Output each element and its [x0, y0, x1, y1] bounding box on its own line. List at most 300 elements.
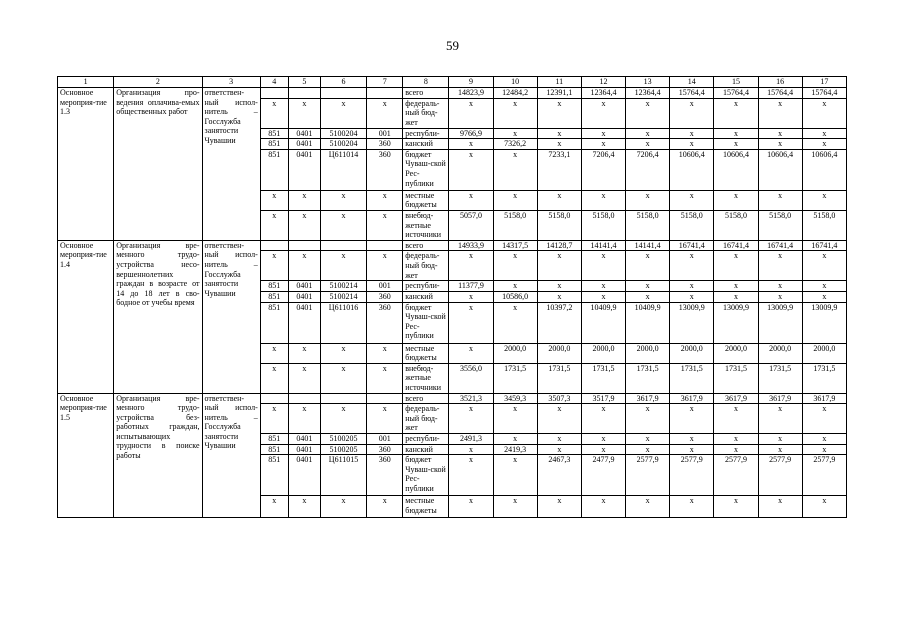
amount-cell: x [802, 496, 846, 518]
amount-cell: x [537, 434, 581, 445]
funding-source-cell: местные бюджеты [403, 190, 449, 210]
amount-cell: x [802, 404, 846, 434]
column-number: 14 [670, 77, 714, 88]
amount-cell: 3517,9 [581, 393, 625, 404]
amount-cell: 15764,4 [802, 88, 846, 99]
budget-code-cell: 0401 [288, 444, 320, 455]
budget-code-cell: x [367, 404, 403, 434]
budget-code-cell: x [260, 210, 288, 240]
amount-cell: 7206,4 [626, 149, 670, 190]
budget-code-cell: 851 [260, 291, 288, 302]
funding-source-cell: республи- [403, 281, 449, 292]
amount-cell: 2477,9 [581, 455, 625, 496]
amount-cell: x [581, 404, 625, 434]
amount-cell: 2577,9 [758, 455, 802, 496]
amount-cell: x [626, 444, 670, 455]
column-number: 9 [449, 77, 493, 88]
funding-source-cell: республи- [403, 434, 449, 445]
amount-cell: x [670, 139, 714, 150]
amount-cell: 1731,5 [581, 363, 625, 393]
amount-cell: 3617,9 [714, 393, 758, 404]
funding-source-cell: канский [403, 444, 449, 455]
amount-cell: 2000,0 [537, 343, 581, 363]
budget-code-cell: 0401 [288, 302, 320, 343]
budget-code-cell: x [260, 190, 288, 210]
amount-cell: x [714, 128, 758, 139]
amount-cell: 12391,1 [537, 88, 581, 99]
amount-cell: 2577,9 [670, 455, 714, 496]
amount-cell: 7233,1 [537, 149, 581, 190]
amount-cell: x [670, 128, 714, 139]
funding-source-cell: республи- [403, 128, 449, 139]
amount-cell: 2000,0 [626, 343, 670, 363]
amount-cell: x [714, 190, 758, 210]
amount-cell: x [581, 444, 625, 455]
amount-cell: x [626, 434, 670, 445]
amount-cell: x [581, 281, 625, 292]
budget-code-cell: 0401 [288, 291, 320, 302]
amount-cell: x [670, 98, 714, 128]
budget-code-cell: x [320, 98, 366, 128]
amount-cell: x [581, 190, 625, 210]
amount-cell: x [626, 98, 670, 128]
budget-code-cell [260, 393, 288, 404]
funding-source-cell: бюджет Чуваш-ской Рес-публики [403, 302, 449, 343]
column-number: 4 [260, 77, 288, 88]
amount-cell: x [758, 98, 802, 128]
amount-cell: 11377,9 [449, 281, 493, 292]
amount-cell: x [537, 98, 581, 128]
budget-code-cell [320, 393, 366, 404]
amount-cell: x [493, 128, 537, 139]
budget-code-cell: 0401 [288, 128, 320, 139]
amount-cell: x [714, 496, 758, 518]
amount-cell: 15764,4 [670, 88, 714, 99]
budget-code-cell [260, 240, 288, 251]
amount-cell: 13009,9 [758, 302, 802, 343]
measure-description-cell: Организация вре-менного трудо-устройства без-работных граждан, испытывающих трудности в поиске работы [114, 393, 202, 518]
amount-cell: 1731,5 [802, 363, 846, 393]
amount-cell: 2000,0 [714, 343, 758, 363]
amount-cell: 10586,0 [493, 291, 537, 302]
budget-code-cell: 360 [367, 302, 403, 343]
responsible-executor-cell: ответствен-ный испол-нитель – Госслужба занятости Чувашии [202, 393, 260, 518]
budget-code-cell: x [367, 363, 403, 393]
amount-cell: 3617,9 [626, 393, 670, 404]
amount-cell: 14128,7 [537, 240, 581, 251]
budget-code-cell: 360 [367, 455, 403, 496]
amount-cell: x [758, 404, 802, 434]
amount-cell: x [493, 98, 537, 128]
column-number: 11 [537, 77, 581, 88]
column-number: 8 [403, 77, 449, 88]
amount-cell: x [581, 251, 625, 281]
responsible-executor-cell: ответствен-ный испол-нитель – Госслужба занятости Чувашии [202, 88, 260, 241]
budget-code-cell: x [320, 496, 366, 518]
budget-code-cell: 0401 [288, 434, 320, 445]
amount-cell: x [449, 343, 493, 363]
budget-code-cell: 851 [260, 281, 288, 292]
budget-code-cell [288, 240, 320, 251]
header-row [58, 77, 847, 88]
amount-cell: x [581, 291, 625, 302]
column-number: 1 [58, 77, 114, 88]
budget-code-cell: 0401 [288, 281, 320, 292]
budget-code-cell: x [260, 363, 288, 393]
amount-cell: 12364,4 [626, 88, 670, 99]
amount-cell: x [758, 444, 802, 455]
amount-cell: 1731,5 [758, 363, 802, 393]
funding-source-cell: местные бюджеты [403, 496, 449, 518]
column-number: 15 [714, 77, 758, 88]
budget-code-cell: x [367, 210, 403, 240]
budget-code-cell: x [320, 363, 366, 393]
amount-cell: 13009,9 [714, 302, 758, 343]
amount-cell: 16741,4 [670, 240, 714, 251]
funding-source-cell: всего [403, 240, 449, 251]
amount-cell: x [626, 496, 670, 518]
amount-cell: 16741,4 [758, 240, 802, 251]
funding-source-cell: внебюд-жетные источники [403, 210, 449, 240]
amount-cell: x [449, 302, 493, 343]
amount-cell: 3521,3 [449, 393, 493, 404]
column-number: 13 [626, 77, 670, 88]
amount-cell: 2000,0 [581, 343, 625, 363]
amount-cell: 2000,0 [670, 343, 714, 363]
amount-cell: 12364,4 [581, 88, 625, 99]
amount-cell: x [537, 251, 581, 281]
amount-cell: x [758, 139, 802, 150]
table-row [58, 393, 847, 404]
amount-cell: x [714, 444, 758, 455]
budget-code-cell: 360 [367, 139, 403, 150]
amount-cell: x [449, 291, 493, 302]
amount-cell: x [449, 139, 493, 150]
amount-cell: x [714, 139, 758, 150]
amount-cell: x [493, 404, 537, 434]
budget-code-cell [367, 240, 403, 251]
amount-cell: 2577,9 [626, 455, 670, 496]
amount-cell: x [802, 251, 846, 281]
responsible-executor-cell: ответствен-ный испол-нитель – Госслужба занятости Чувашии [202, 240, 260, 393]
budget-code-cell [260, 88, 288, 99]
amount-cell: 2577,9 [802, 455, 846, 496]
amount-cell: x [493, 434, 537, 445]
amount-cell: x [758, 434, 802, 445]
amount-cell: 2467,3 [537, 455, 581, 496]
budget-code-cell: x [288, 98, 320, 128]
funding-source-cell: всего [403, 88, 449, 99]
amount-cell: x [537, 496, 581, 518]
amount-cell: 10409,9 [626, 302, 670, 343]
budget-code-cell: 360 [367, 444, 403, 455]
amount-cell: x [670, 291, 714, 302]
amount-cell: 12484,2 [493, 88, 537, 99]
amount-cell: x [581, 139, 625, 150]
amount-cell: 3617,9 [802, 393, 846, 404]
funding-source-cell: федераль-ный бюд-жет [403, 404, 449, 434]
amount-cell: x [493, 190, 537, 210]
budget-code-cell: x [367, 496, 403, 518]
amount-cell: 3556,0 [449, 363, 493, 393]
amount-cell: x [626, 291, 670, 302]
budget-code-cell: x [367, 251, 403, 281]
amount-cell: 1731,5 [493, 363, 537, 393]
page-number: 59 [446, 38, 459, 53]
amount-cell: x [758, 291, 802, 302]
table-row [58, 88, 847, 99]
funding-source-cell: бюджет Чуваш-ской Рес-публики [403, 149, 449, 190]
amount-cell: 1731,5 [537, 363, 581, 393]
amount-cell: x [493, 149, 537, 190]
amount-cell: 14141,4 [581, 240, 625, 251]
amount-cell: x [449, 455, 493, 496]
budget-code-cell: x [288, 363, 320, 393]
column-number: 17 [802, 77, 846, 88]
budget-code-cell: 5100205 [320, 434, 366, 445]
amount-cell: x [758, 251, 802, 281]
amount-cell: 1731,5 [714, 363, 758, 393]
measure-description-cell: Организация вре-менного трудо-устройства несо-вершеннолетних граждан в возрасте от 14 до 18 лет в сво-бодное от учебы время [114, 240, 202, 393]
amount-cell: 10409,9 [581, 302, 625, 343]
budget-code-cell: 360 [367, 149, 403, 190]
amount-cell: x [493, 455, 537, 496]
amount-cell: 13009,9 [670, 302, 714, 343]
budget-code-cell: Ц611014 [320, 149, 366, 190]
amount-cell: x [449, 251, 493, 281]
amount-cell: x [626, 404, 670, 434]
amount-cell: x [537, 404, 581, 434]
amount-cell: x [670, 190, 714, 210]
amount-cell: 14933,9 [449, 240, 493, 251]
amount-cell: x [802, 98, 846, 128]
budget-code-cell [367, 393, 403, 404]
amount-cell: 16741,4 [714, 240, 758, 251]
measure-name-cell: Основное мероприя-тие 1.5 [58, 393, 114, 518]
amount-cell: 10397,2 [537, 302, 581, 343]
column-number: 10 [493, 77, 537, 88]
amount-cell: 1731,5 [626, 363, 670, 393]
budget-code-cell [320, 240, 366, 251]
amount-cell: x [670, 404, 714, 434]
amount-cell: x [537, 281, 581, 292]
amount-cell: 7206,4 [581, 149, 625, 190]
funding-source-cell: бюджет Чуваш-ской Рес-публики [403, 455, 449, 496]
budget-table [57, 76, 847, 518]
amount-cell: 10606,4 [670, 149, 714, 190]
amount-cell: x [626, 190, 670, 210]
budget-code-cell: x [367, 343, 403, 363]
column-number: 6 [320, 77, 366, 88]
budget-code-cell [288, 393, 320, 404]
budget-code-cell: x [260, 343, 288, 363]
budget-code-cell: 851 [260, 139, 288, 150]
amount-cell: x [802, 128, 846, 139]
amount-cell: 5158,0 [802, 210, 846, 240]
budget-code-cell: x [320, 210, 366, 240]
amount-cell: x [802, 190, 846, 210]
amount-cell: x [581, 128, 625, 139]
budget-code-cell: 5100214 [320, 281, 366, 292]
budget-code-cell: x [288, 210, 320, 240]
budget-code-cell: x [260, 496, 288, 518]
amount-cell: 1731,5 [670, 363, 714, 393]
amount-cell: 10606,4 [802, 149, 846, 190]
budget-code-cell: 5100204 [320, 139, 366, 150]
budget-code-cell: 0401 [288, 139, 320, 150]
amount-cell: x [802, 139, 846, 150]
funding-source-cell: местные бюджеты [403, 343, 449, 363]
budget-code-cell: 851 [260, 444, 288, 455]
amount-cell: x [581, 496, 625, 518]
budget-code-cell: 001 [367, 434, 403, 445]
amount-cell: 5158,0 [581, 210, 625, 240]
amount-cell: x [670, 251, 714, 281]
amount-cell: x [449, 444, 493, 455]
amount-cell: 7326,2 [493, 139, 537, 150]
measure-description-cell: Организация про-ведения оплачива-емых общественных работ [114, 88, 202, 241]
budget-code-cell: Ц611016 [320, 302, 366, 343]
column-number: 12 [581, 77, 625, 88]
amount-cell: 2491,3 [449, 434, 493, 445]
budget-code-cell: 360 [367, 291, 403, 302]
budget-code-cell: 851 [260, 302, 288, 343]
funding-source-cell: федераль-ный бюд-жет [403, 251, 449, 281]
amount-cell: 9766,9 [449, 128, 493, 139]
budget-code-cell: 0401 [288, 455, 320, 496]
budget-code-cell: x [260, 251, 288, 281]
amount-cell: x [537, 128, 581, 139]
amount-cell: x [449, 98, 493, 128]
amount-cell: 14823,9 [449, 88, 493, 99]
column-number: 5 [288, 77, 320, 88]
budget-code-cell: x [367, 190, 403, 210]
amount-cell: x [670, 496, 714, 518]
amount-cell: x [802, 281, 846, 292]
amount-cell: x [493, 281, 537, 292]
amount-cell: x [714, 434, 758, 445]
amount-cell: x [714, 98, 758, 128]
amount-cell: 10606,4 [758, 149, 802, 190]
amount-cell: 3507,3 [537, 393, 581, 404]
amount-cell: 2000,0 [758, 343, 802, 363]
amount-cell: 3459,3 [493, 393, 537, 404]
amount-cell: 2419,3 [493, 444, 537, 455]
table-row [58, 240, 847, 251]
amount-cell: x [802, 291, 846, 302]
amount-cell: 5158,0 [670, 210, 714, 240]
budget-code-cell: x [288, 251, 320, 281]
amount-cell: 2000,0 [802, 343, 846, 363]
column-number: 3 [202, 77, 260, 88]
budget-code-cell: x [288, 343, 320, 363]
amount-cell: 2000,0 [493, 343, 537, 363]
amount-cell: x [537, 139, 581, 150]
budget-code-cell: 0401 [288, 149, 320, 190]
amount-cell: x [493, 496, 537, 518]
budget-code-cell: x [320, 251, 366, 281]
amount-cell: 5158,0 [758, 210, 802, 240]
amount-cell: x [714, 251, 758, 281]
budget-code-cell: 5100204 [320, 128, 366, 139]
amount-cell: x [581, 434, 625, 445]
budget-code-cell: Ц611015 [320, 455, 366, 496]
column-number: 16 [758, 77, 802, 88]
amount-cell: x [537, 291, 581, 302]
amount-cell: 5158,0 [493, 210, 537, 240]
amount-cell: 14141,4 [626, 240, 670, 251]
amount-cell: x [626, 128, 670, 139]
amount-cell: x [714, 404, 758, 434]
budget-code-cell: x [288, 190, 320, 210]
amount-cell: 15764,4 [758, 88, 802, 99]
budget-code-cell: x [260, 404, 288, 434]
funding-source-cell: канский [403, 139, 449, 150]
budget-code-cell: 001 [367, 281, 403, 292]
amount-cell: x [714, 291, 758, 302]
budget-code-cell: 5100214 [320, 291, 366, 302]
budget-code-cell: 001 [367, 128, 403, 139]
budget-code-cell [367, 88, 403, 99]
budget-code-cell: x [320, 404, 366, 434]
measure-name-cell: Основное мероприя-тие 1.4 [58, 240, 114, 393]
amount-cell: 3617,9 [758, 393, 802, 404]
funding-source-cell: внебюд-жетные источники [403, 363, 449, 393]
funding-source-cell: всего [403, 393, 449, 404]
amount-cell: x [626, 139, 670, 150]
measure-name-cell: Основное мероприя-тие 1.3 [58, 88, 114, 241]
amount-cell: x [493, 251, 537, 281]
amount-cell: x [670, 444, 714, 455]
amount-cell: 5158,0 [626, 210, 670, 240]
amount-cell: x [626, 281, 670, 292]
amount-cell: 5158,0 [537, 210, 581, 240]
budget-code-cell: x [288, 496, 320, 518]
amount-cell: x [670, 434, 714, 445]
budget-code-cell: x [320, 190, 366, 210]
funding-source-cell: федераль-ный бюд-жет [403, 98, 449, 128]
amount-cell: x [802, 434, 846, 445]
amount-cell: 2577,9 [714, 455, 758, 496]
amount-cell: x [670, 281, 714, 292]
amount-cell: x [493, 302, 537, 343]
amount-cell: x [758, 190, 802, 210]
amount-cell: x [714, 281, 758, 292]
amount-cell: 15764,4 [714, 88, 758, 99]
funding-source-cell: канский [403, 291, 449, 302]
amount-cell: x [449, 190, 493, 210]
amount-cell: x [802, 444, 846, 455]
amount-cell: 5158,0 [714, 210, 758, 240]
amount-cell: x [537, 444, 581, 455]
amount-cell: x [449, 149, 493, 190]
budget-code-cell: x [288, 404, 320, 434]
column-number: 7 [367, 77, 403, 88]
budget-code-cell: 851 [260, 149, 288, 190]
budget-code-cell [320, 88, 366, 99]
amount-cell: 14317,5 [493, 240, 537, 251]
amount-cell: x [758, 281, 802, 292]
budget-code-cell: 5100205 [320, 444, 366, 455]
amount-cell: x [449, 404, 493, 434]
amount-cell: x [449, 496, 493, 518]
budget-code-cell: 851 [260, 434, 288, 445]
budget-code-cell [288, 88, 320, 99]
budget-code-cell: 851 [260, 455, 288, 496]
budget-code-cell: 851 [260, 128, 288, 139]
amount-cell: 10606,4 [714, 149, 758, 190]
budget-code-cell: x [320, 343, 366, 363]
